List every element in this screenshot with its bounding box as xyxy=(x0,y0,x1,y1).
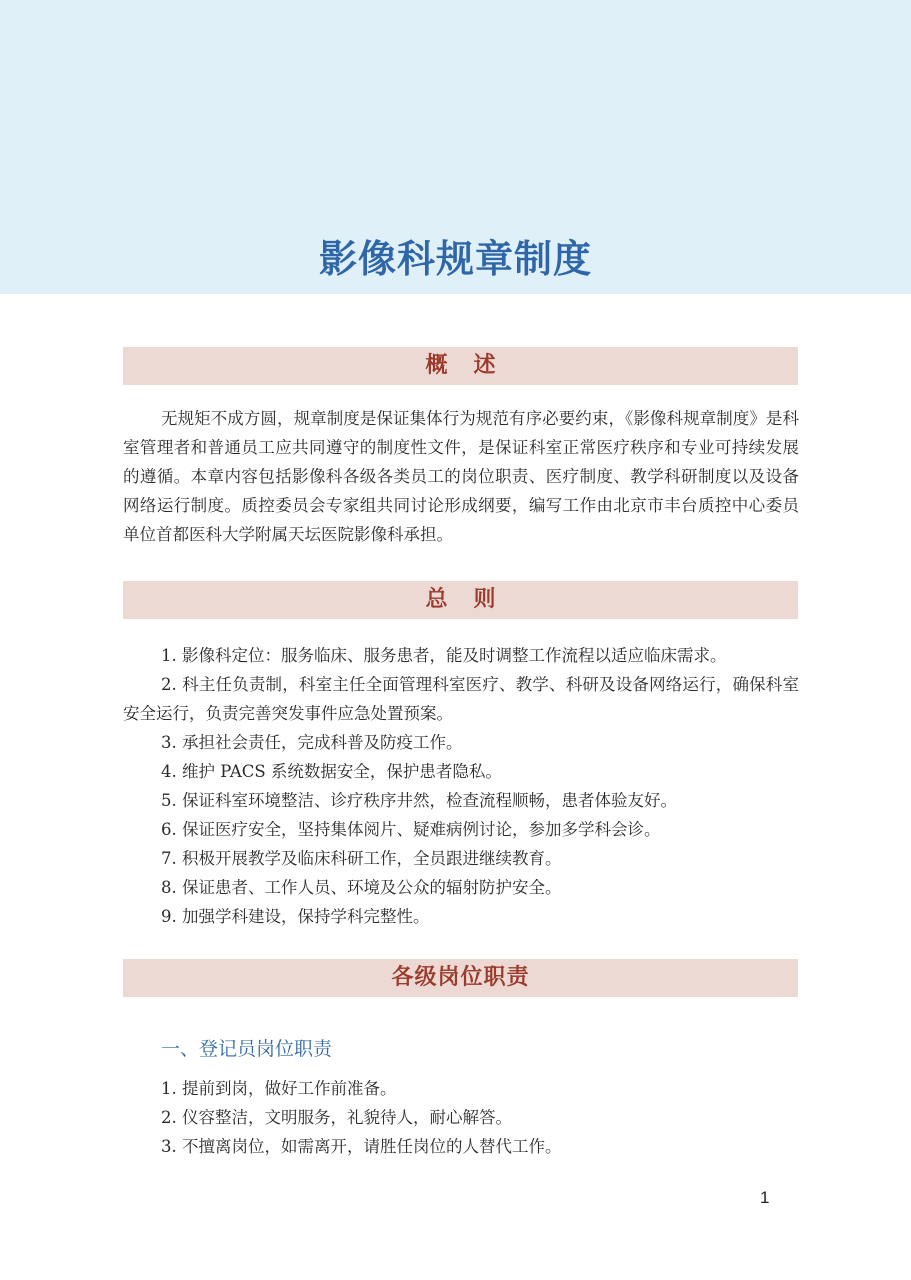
list-item: 8. 保证患者、工作人员、环境及公众的辐射防护安全。 xyxy=(161,878,562,897)
registrar-duties-list xyxy=(123,1074,799,1161)
section-heading-duties: 各级岗位职责 xyxy=(123,959,798,997)
list-item: 6. 保证医疗安全，坚持集体阅片、疑难病例讨论，参加多学科会诊。 xyxy=(161,820,661,839)
list-item: 5. 保证科室环境整洁、诊疗秩序井然，检查流程顺畅，患者体验友好。 xyxy=(161,791,677,810)
list-item: 2. 科主任负责制，科室主任全面管理科室医疗、教学、科研及设备网络运行，确保科室安全运行，负责完善突发事件应急处置预案。 xyxy=(123,675,799,723)
list-item: 1. 提前到岗，做好工作前准备。 xyxy=(161,1079,397,1098)
section-heading-overview: 概述 xyxy=(123,347,798,385)
page-number: 1 xyxy=(760,1188,770,1207)
list-item: 4. 维护 PACS 系统数据安全，保护患者隐私。 xyxy=(161,762,502,781)
section-heading-general-rules: 总则 xyxy=(123,581,798,619)
list-item: 9. 加强学科建设，保持学科完整性。 xyxy=(161,907,430,926)
overview-paragraph: 无规矩不成方圆，规章制度是保证集体行为规范有序必要约束，《影像科规章制度》是科室管理者和普通员工应共同遵守的制度性文件，是保证科室正常医疗秩序和专业可持续发展的遵循。本章内容包括影像科各级各类员工的岗位职责、医疗制度、教学科研制度以及设备网络运行制度。质控委员会专家组共同讨论形成纲要，编写工作由北京市丰台质控中心委员单位首都医科大学附属天坛医院影像科承担。 xyxy=(123,409,799,544)
subsection-title: 一、登记员岗位职责 xyxy=(161,1038,333,1060)
general-rules-list xyxy=(123,641,799,931)
list-item: 3. 承担社会责任，完成科普及防疫工作。 xyxy=(161,733,463,752)
list-item: 1. 影像科定位：服务临床、服务患者，能及时调整工作流程以适应临床需求。 xyxy=(161,646,727,665)
list-item: 2. 仪容整洁，文明服务，礼貌待人，耐心解答。 xyxy=(161,1108,512,1127)
document-title: 影像科规章制度 xyxy=(318,237,592,281)
list-item: 3. 不擅离岗位，如需离开，请胜任岗位的人替代工作。 xyxy=(161,1137,562,1156)
list-item: 7. 积极开展教学及临床科研工作，全员跟进继续教育。 xyxy=(161,849,562,868)
